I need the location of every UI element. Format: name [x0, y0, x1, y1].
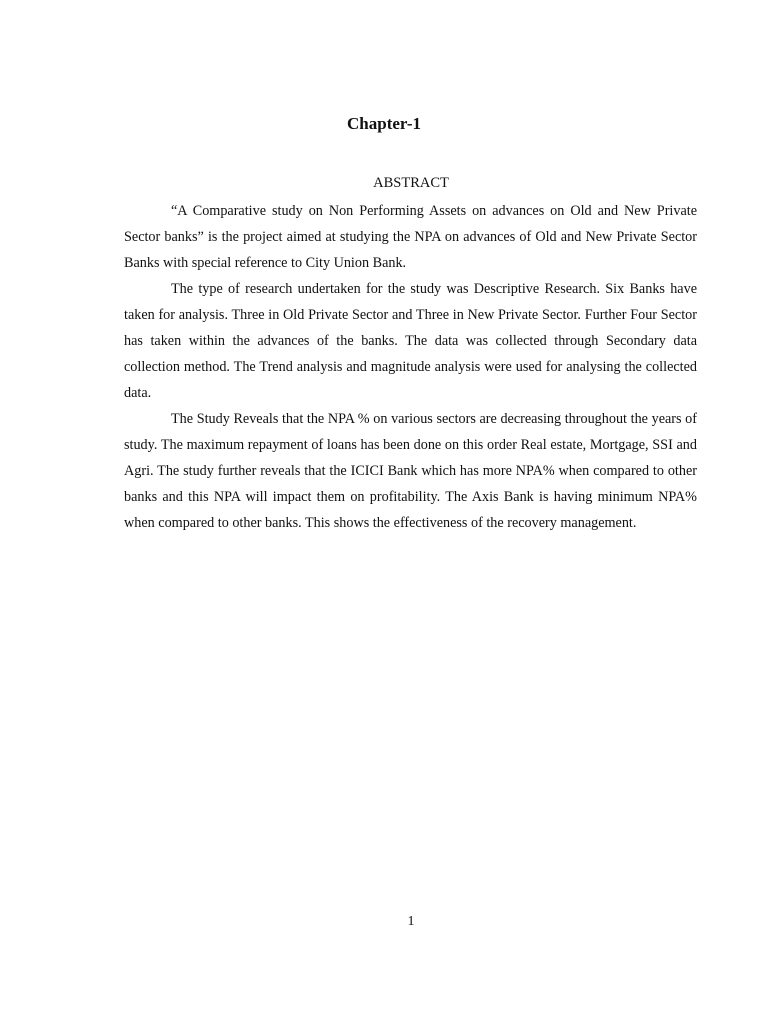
chapter-title: Chapter-1 — [347, 114, 421, 133]
abstract-body — [124, 198, 697, 536]
page-number: 1 — [407, 914, 415, 929]
abstract-paragraph-2: The type of research undertaken for the study was Descriptive Research. Six Banks have taken for analysis. Three in Old Private Sector and Three in New Private Sector. Further Four Sector has taken within the advances of the banks. The data was collected through Secondary data collection method. The Trend analysis and magnitude analysis were used for analysing the collected data. — [124, 281, 697, 401]
abstract-paragraph-3: The Study Reveals that the NPA % on various sectors are decreasing throughout the years of study. The maximum repayment of loans has been done on this order Real estate, Mortgage, SSI and Agri. The study further reveals that the ICICI Bank which has more NPA% when compared to other banks and this NPA will impact them on profitability. The Axis Bank is having minimum NPA% when compared to other banks. This shows the effectiveness of the recovery management. — [124, 411, 697, 531]
abstract-paragraph-1: “A Comparative study on Non Performing Assets on advances on Old and New Private Sector banks” is the project aimed at studying the NPA on advances of Old and New Private Sector Banks with special reference to City Union Bank. — [124, 203, 697, 271]
abstract-heading: ABSTRACT — [373, 175, 449, 191]
